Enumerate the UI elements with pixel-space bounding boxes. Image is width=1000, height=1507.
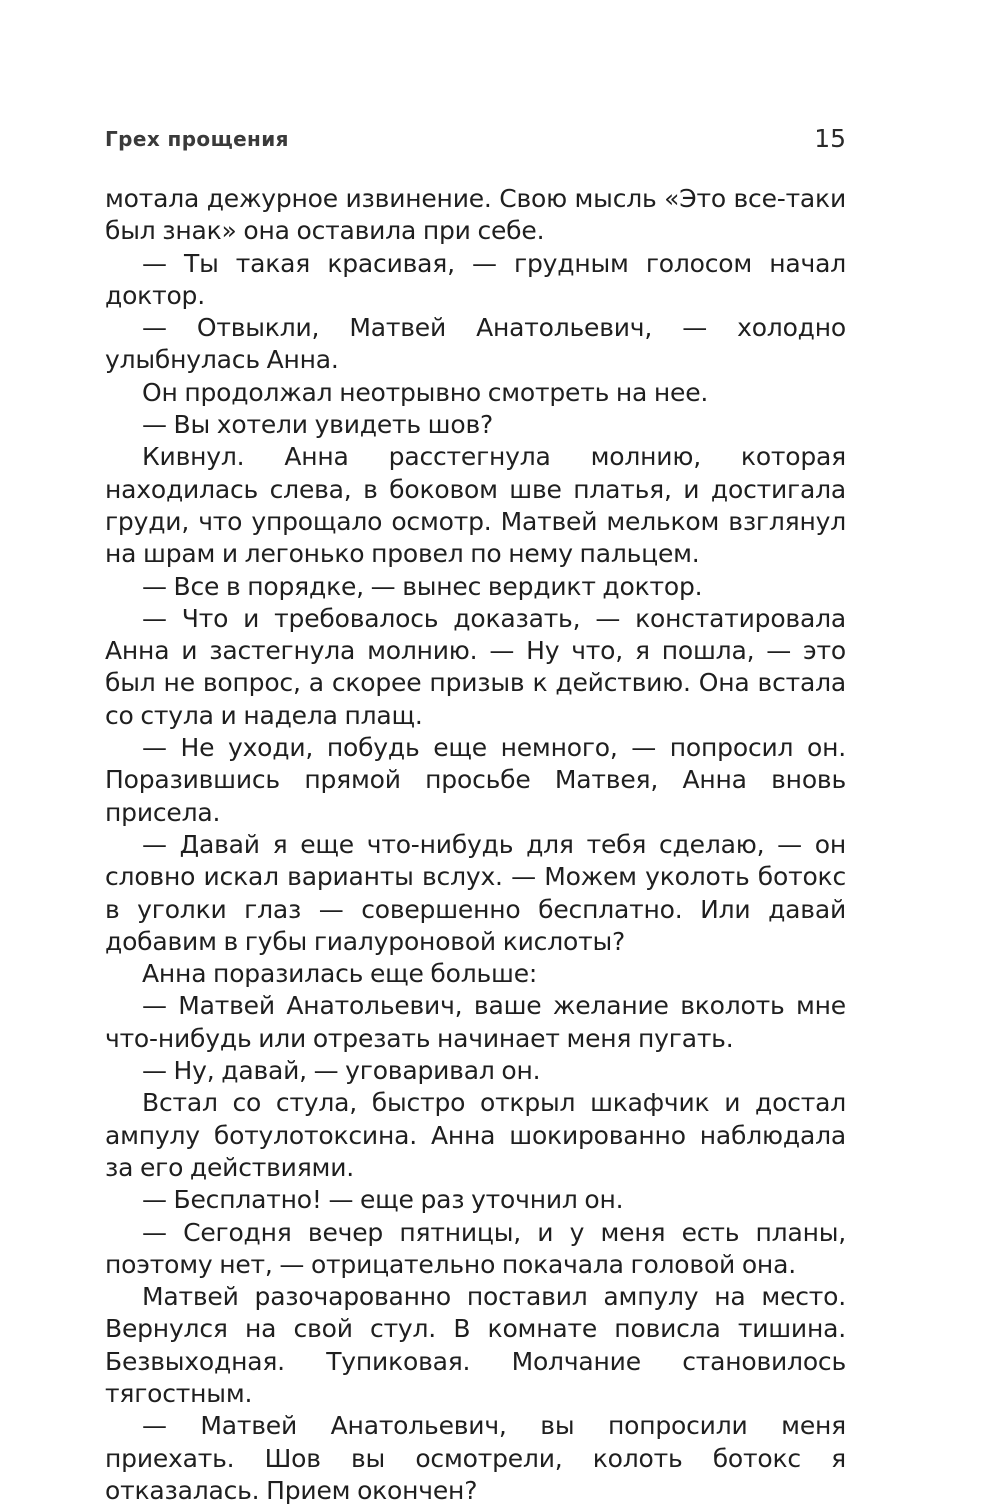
paragraph: — Матвей Анатольевич, ваше желание вколоть мне что-нибудь или отрезать начинает меня пугать. <box>105 991 846 1053</box>
paragraph: Встал со стула, быстро открыл шкафчик и достал ампулу ботулотоксина. Анна шокированно наблюдала за его действиями. <box>105 1088 846 1182</box>
paragraph: — Ты такая красивая, — грудным голосом начал доктор. <box>105 248 846 310</box>
body-text <box>105 183 846 1507</box>
paragraph: — Матвей Анатольевич, вы попросили меня приехать. Шов вы осмотрели, колоть ботокс я отказалась. Прием окончен? <box>105 1411 846 1505</box>
paragraph: — Давай я еще что-нибудь для тебя сделаю, — он словно искал варианты вслух. — Можем уколоть ботокс в уголки глаз — совершенно бесплатно. Или давай добавим в губы гиалуроновой кислоты? <box>105 829 846 956</box>
paragraph: Анна поразилась еще больше: <box>142 959 538 989</box>
paragraph: — Отвыкли, Матвей Анатольевич, — холодно улыбнулась Анна. <box>105 313 846 375</box>
paragraph: — Сегодня вечер пятницы, и у меня есть планы, поэтому нет, — отрицательно покачала головой она. <box>105 1217 846 1279</box>
page-number: 15 <box>814 124 846 153</box>
paragraph: — Вы хотели увидеть шов? <box>142 410 494 440</box>
paragraph: — Бесплатно! — еще раз уточнил он. <box>142 1185 624 1215</box>
paragraph: Он продолжал неотрывно смотреть на нее. <box>142 377 709 407</box>
paragraph: Кивнул. Анна расстегнула молнию, которая находилась слева, в боковом шве платья, и достигала груди, что упрощало осмотр. Матвей мельком взглянул на шрам и легонько провел по нему пальцем. <box>105 442 846 569</box>
paragraph: — Все в порядке, — вынес вердикт доктор. <box>142 571 703 601</box>
paragraph: — Не уходи, побудь еще немного, — попросил он. Поразившись прямой просьбе Матвея, Анна вновь присела. <box>105 733 846 827</box>
paragraph: — Ну, давай, — уговаривал он. <box>142 1056 541 1086</box>
paragraph: — Что и требовалось доказать, — констатировала Анна и застегнула молнию. — Ну что, я пошла, — это был не вопрос, а скорее призыв к действию. Она встала со стула и надела плащ. <box>105 603 846 730</box>
running-title: Грех прощения <box>105 127 289 151</box>
paragraph: Матвей разочарованно поставил ампулу на место. Вернулся на свой стул. В комнате повисла тишина. Безвыходная. Тупиковая. Молчание становилось тягостным. <box>105 1282 846 1408</box>
paragraph: мотала дежурное извинение. Свою мысль «Это все-таки был знак» она оставила при себе. <box>105 184 846 246</box>
